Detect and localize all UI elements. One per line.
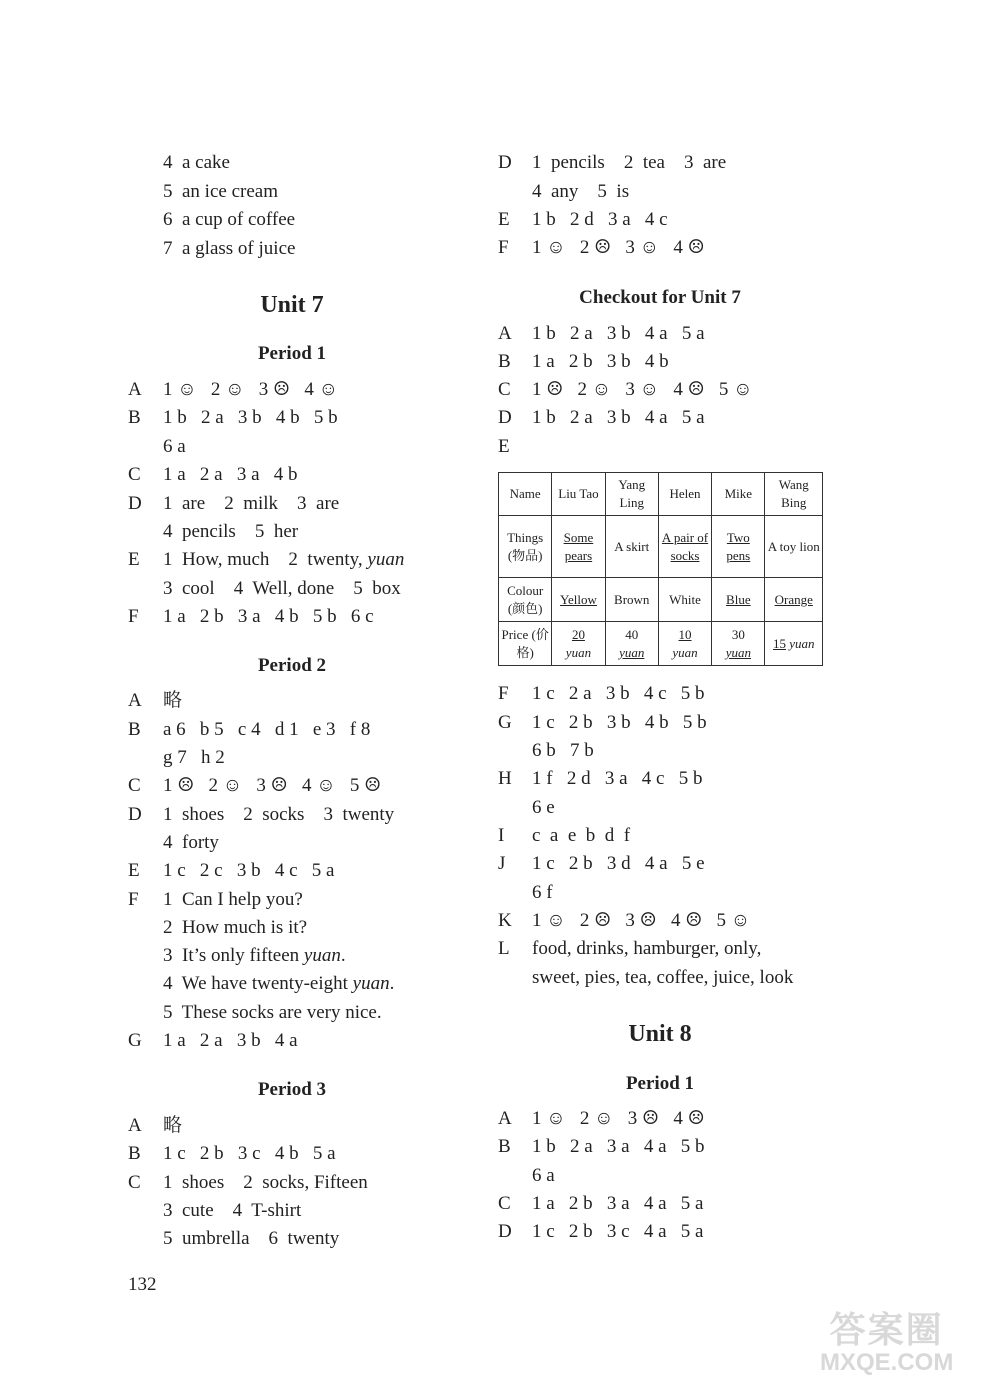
price-unit: yuan — [672, 644, 698, 660]
section-letter: B — [128, 1143, 141, 1164]
table-row — [499, 516, 823, 578]
answer-italic: yuan — [367, 549, 405, 570]
section-letter: C — [128, 1172, 141, 1193]
unit8-title: Unit 8 — [628, 1021, 692, 1047]
section-letter: F — [498, 683, 509, 704]
answer-line: food, drinks, hamburger, only, — [532, 938, 762, 959]
answer-line: 1 shoes 2 socks, Fifteen — [163, 1172, 368, 1193]
table-cell — [712, 578, 765, 622]
table-cell: Wang Bing — [765, 473, 823, 516]
table-answer: Orange — [774, 591, 813, 607]
section-letter: A — [498, 1108, 512, 1129]
watermark-cn: 答案圈 — [829, 1309, 944, 1350]
answer-line: 1 b 2 a 3 a 4 a 5 b — [532, 1136, 705, 1157]
answer-line: 6 a — [163, 436, 186, 457]
answer-italic: yuan — [303, 945, 341, 966]
answer-line: 略 — [163, 690, 183, 711]
price-unit: yuan — [565, 644, 592, 660]
period-title: Period 2 — [257, 655, 327, 676]
answer-line: 1 a 2 b 3 b 4 b — [532, 351, 669, 372]
answer-line: g 7 h 2 — [163, 747, 225, 768]
answer-line: 1 a 2 a 3 b 4 a — [163, 1030, 298, 1051]
answer-line: 1 c 2 b 3 d 4 a 5 e — [532, 853, 705, 874]
table-row — [499, 473, 823, 516]
answer-italic: yuan — [352, 973, 390, 994]
answer-text: 3 It’s only fifteen — [163, 945, 304, 966]
answer-line: a 6 b 5 c 4 d 1 e 3 f 8 — [163, 719, 371, 740]
answer-line: 1 c 2 c 3 b 4 c 5 a — [163, 860, 335, 881]
answer-line: 1 c 2 a 3 b 4 c 5 b — [532, 683, 705, 704]
price-unit: yuan — [725, 644, 751, 660]
table-answer: 20 — [571, 626, 585, 642]
table-cell: A skirt — [605, 516, 658, 578]
section-letter: C — [128, 775, 141, 796]
answer-line: 1 a 2 b 3 a 4 b 5 b 6 c — [163, 606, 374, 627]
section-letter: I — [498, 825, 505, 846]
table-cell: Things (物品) — [499, 516, 552, 578]
answer-table — [498, 472, 823, 666]
answer-line: 3 cute 4 T-shirt — [163, 1200, 302, 1221]
section-letter: F — [128, 606, 139, 627]
section-letter: E — [128, 860, 140, 881]
table-cell — [552, 622, 605, 666]
table-cell — [765, 622, 823, 666]
answer-line: 1 ☺ 2 ☹ 3 ☺ 4 ☹ — [532, 237, 705, 258]
answer-text: 1 How, much 2 twenty, — [163, 549, 368, 570]
answer-line: 1 ☺ 2 ☹ 3 ☹ 4 ☹ 5 ☺ — [532, 910, 751, 931]
answer-line: 2 How much is it? — [163, 917, 308, 938]
section-letter: A — [498, 323, 512, 344]
watermark-en: MXQE.COM — [820, 1348, 954, 1376]
table-answer: Some pears — [563, 529, 594, 563]
table-cell — [765, 578, 823, 622]
section-letter: D — [498, 152, 512, 173]
section-letter: C — [498, 1193, 511, 1214]
answer-line: sweet, pies, tea, coffee, juice, look — [532, 967, 794, 988]
section-letter: L — [498, 938, 510, 959]
answer-text: 4 We have twenty-eight — [163, 973, 353, 994]
answer-line: 1 a 2 b 3 a 4 a 5 a — [532, 1193, 704, 1214]
table-cell: Mike — [712, 473, 765, 516]
section-letter: G — [498, 712, 512, 733]
answer-line: 1 b 2 a 3 b 4 a 5 a — [532, 407, 705, 428]
table-cell: Name — [499, 473, 552, 516]
section-letter: F — [128, 889, 139, 910]
section-letter: B — [498, 1136, 511, 1157]
section-letter: F — [498, 237, 509, 258]
answer-line: 1 c 2 b 3 c 4 b 5 a — [163, 1143, 336, 1164]
section-letter: G — [128, 1030, 142, 1051]
table-answer: Two pens — [726, 529, 751, 563]
answer-line: 1 ☺ 2 ☺ 3 ☹ 4 ☺ — [163, 379, 338, 400]
answer-line: 1 c 2 b 3 b 4 b 5 b — [532, 712, 707, 733]
section-letter: D — [128, 493, 142, 514]
section-letter: A — [128, 379, 142, 400]
page-number: 132 — [128, 1274, 157, 1295]
answer-line: 7 a glass of juice — [163, 238, 296, 259]
table-cell — [658, 516, 711, 578]
price-unit: yuan — [619, 644, 645, 660]
table-answer: 10 — [678, 626, 692, 642]
answer-line: c a e b d f — [532, 825, 631, 846]
answer-line: 5 These socks are very nice. — [163, 1002, 382, 1023]
answer-line: 1 ☹ 2 ☺ 3 ☹ 4 ☺ 5 ☹ — [163, 775, 382, 796]
answer-text: . — [389, 973, 395, 994]
section-letter: B — [498, 351, 511, 372]
answer-line: 6 a cup of coffee — [163, 209, 296, 230]
table-cell: White — [658, 578, 711, 622]
table-answer: A pair of socks — [661, 529, 709, 563]
answer-line: 6 a — [532, 1165, 555, 1186]
answer-line: 1 are 2 milk 3 are — [163, 493, 340, 514]
section-letter: E — [128, 549, 140, 570]
section-letter: D — [128, 804, 142, 825]
answer-line: 1 b 2 a 3 b 4 a 5 a — [532, 323, 705, 344]
section-letter: D — [498, 407, 512, 428]
table-row — [499, 578, 823, 622]
answer-line: 1 ☹ 2 ☺ 3 ☺ 4 ☹ 5 ☺ — [532, 379, 753, 400]
checkout-title: Checkout for Unit 7 — [579, 287, 741, 308]
period-title: Period 1 — [625, 1073, 695, 1094]
section-letter: C — [128, 464, 141, 485]
unit7-title: Unit 7 — [260, 292, 324, 318]
watermark — [820, 1310, 953, 1376]
table-cell — [552, 578, 605, 622]
table-answer: 40 — [625, 626, 639, 642]
table-cell: Price (价格) — [499, 622, 552, 666]
table-cell — [712, 516, 765, 578]
answer-line: 1 pencils 2 tea 3 are — [532, 152, 727, 173]
table-cell: Helen — [658, 473, 711, 516]
answer-line: 6 e — [532, 797, 555, 818]
section-letter: C — [498, 379, 511, 400]
answer-line: 4 forty — [163, 832, 219, 853]
answer-text: . — [340, 945, 346, 966]
section-letter: A — [128, 690, 142, 711]
section-letter: J — [498, 853, 506, 874]
answer-line: 6 b 7 b — [532, 740, 594, 761]
answer-line: 1 Can I help you? — [163, 889, 303, 910]
table-cell — [605, 622, 658, 666]
answer-line — [163, 944, 346, 968]
table-answer: Yellow — [559, 591, 597, 607]
answer-line: 1 b 2 d 3 a 4 c — [532, 209, 668, 230]
answer-line: 4 pencils 5 her — [163, 521, 299, 542]
answer-line: 1 b 2 a 3 b 4 b 5 b — [163, 407, 338, 428]
answer-line: 4 any 5 is — [532, 181, 630, 202]
answer-line: 1 shoes 2 socks 3 twenty — [163, 804, 395, 825]
table-cell: A toy lion — [765, 516, 823, 578]
section-letter: B — [128, 719, 141, 740]
section-letter: D — [498, 1221, 512, 1242]
section-letter: A — [128, 1115, 142, 1136]
price-unit: yuan — [789, 635, 815, 651]
period-title: Period 1 — [257, 343, 327, 364]
table-cell: Brown — [605, 578, 658, 622]
table-cell: Yang Ling — [605, 473, 658, 516]
answer-line: 5 umbrella 6 twenty — [163, 1228, 340, 1249]
section-letter: B — [128, 407, 141, 428]
table-answer: Blue — [726, 591, 751, 607]
table-answer: 15 — [772, 635, 786, 651]
answer-line: 5 an ice cream — [163, 181, 278, 202]
answer-line: 4 a cake — [163, 152, 230, 173]
table-row — [499, 622, 823, 666]
table-cell — [552, 516, 605, 578]
answer-line — [163, 548, 404, 572]
table-cell — [658, 622, 711, 666]
answer-line — [163, 972, 394, 996]
table-cell: Colour (颜色) — [499, 578, 552, 622]
answer-line: 1 a 2 a 3 a 4 b — [163, 464, 298, 485]
period-title: Period 3 — [257, 1079, 327, 1100]
answer-line: 1 f 2 d 3 a 4 c 5 b — [532, 768, 703, 789]
answer-line: 1 c 2 b 3 c 4 a 5 a — [532, 1221, 704, 1242]
answer-line: 略 — [163, 1115, 183, 1136]
section-letter: E — [498, 436, 510, 457]
table-cell — [712, 622, 765, 666]
section-letter: E — [498, 209, 510, 230]
table-cell: Liu Tao — [552, 473, 605, 516]
answer-line: 6 f — [532, 882, 553, 903]
section-letter: H — [498, 768, 512, 789]
answer-line: 3 cool 4 Well, done 5 box — [163, 578, 401, 599]
section-letter: K — [498, 910, 512, 931]
answer-line: 1 ☺ 2 ☺ 3 ☹ 4 ☹ — [532, 1108, 705, 1129]
table-answer: 30 — [731, 626, 745, 642]
